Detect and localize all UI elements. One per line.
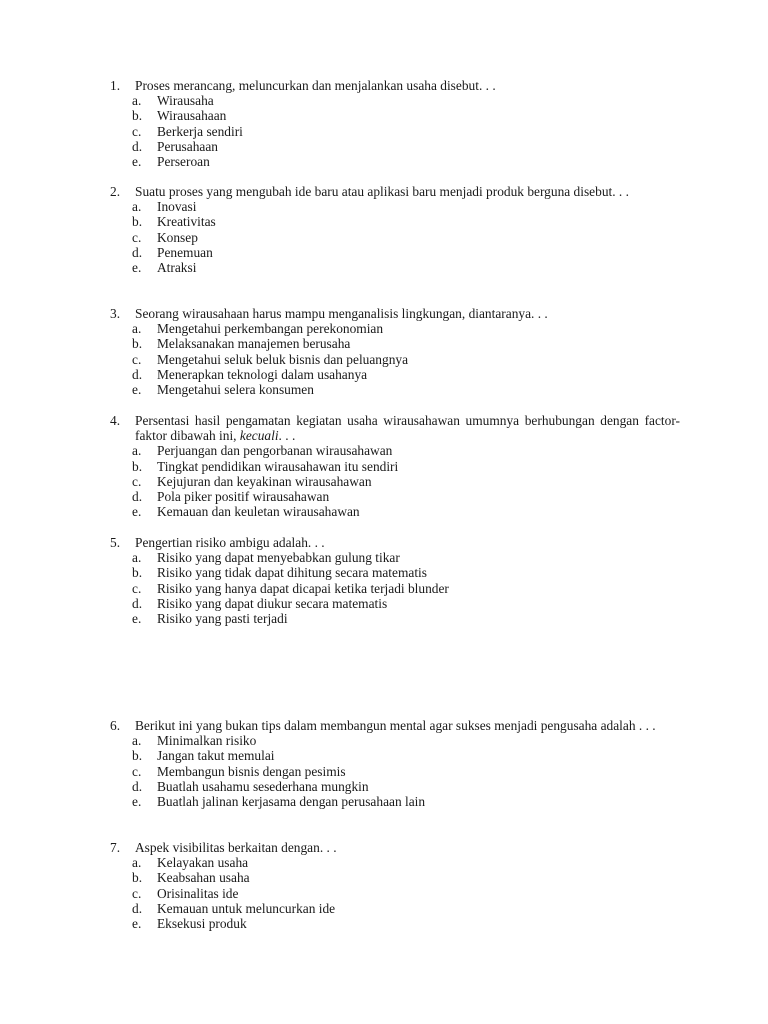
option-c: c. Mengetahui seluk beluk bisnis dan peluangnya <box>132 351 409 367</box>
option-e: e. Risiko yang pasti terjadi <box>132 611 288 627</box>
option-a: a. Inovasi <box>132 199 197 215</box>
question-text: Proses merancang, meluncurkan dan menjalankan usaha disebut. . . <box>135 78 496 93</box>
question-number: 7. <box>110 840 121 855</box>
question-stem <box>110 413 680 443</box>
option-b: b. Risiko yang tidak dapat dihitung secara matematis <box>132 565 427 581</box>
option-c: c. Konsep <box>132 229 198 245</box>
option-d: d. Menerapkan teknologi dalam usahanya <box>132 366 368 382</box>
question-number: 3. <box>110 306 121 321</box>
option-c: c. Risiko yang hanya dapat dicapai ketika terjadi blunder <box>132 580 449 596</box>
option-b: b. Kreativitas <box>132 214 216 230</box>
question-text: Suatu proses yang mengubah ide baru atau aplikasi baru menjadi produk berguna disebut. . . <box>135 184 629 199</box>
option-b: b. Jangan takut memulai <box>132 748 275 764</box>
option-list <box>110 93 680 169</box>
option-d: d. Kemauan untuk meluncurkan ide <box>132 900 336 916</box>
option-list <box>110 855 680 931</box>
question-2 <box>110 184 680 275</box>
option-list <box>110 733 680 809</box>
option-d: d. Pola piker positif wirausahawan <box>132 489 330 505</box>
question-5 <box>110 535 680 626</box>
question-stem <box>110 840 680 855</box>
option-d: d. Penemuan <box>132 244 213 260</box>
option-c: c. Orisinalitas ide <box>132 885 239 901</box>
option-d: d. Buatlah usahamu sesederhana mungkin <box>132 778 369 794</box>
emphasis-word: kecuali <box>239 428 279 444</box>
question-number: 1. <box>110 78 121 93</box>
option-a: a. Risiko yang dapat menyebabkan gulung tikar <box>132 550 400 566</box>
option-list <box>110 443 680 519</box>
option-a: a. Perjuangan dan pengorbanan wirausahawan <box>132 443 393 459</box>
option-list <box>110 550 680 626</box>
option-d: d. Perusahaan <box>132 138 218 154</box>
question-number: 5. <box>110 535 121 550</box>
option-b: b. Tingkat pendidikan wirausahawan itu sendiri <box>132 458 399 474</box>
question-number: 6. <box>110 718 121 733</box>
question-6 <box>110 718 680 809</box>
option-d: d. Risiko yang dapat diukur secara matematis <box>132 595 388 611</box>
question-stem <box>110 184 680 199</box>
option-e: e. Kemauan dan keuletan wirausahawan <box>132 504 360 520</box>
question-1 <box>110 78 680 169</box>
question-stem <box>110 78 680 93</box>
question-text: Pengertian risiko ambigu adalah. . . <box>135 535 325 550</box>
question-4 <box>110 413 680 519</box>
option-c: c. Kejujuran dan keyakinan wirausahawan <box>132 473 372 489</box>
option-e: e. Atraksi <box>132 260 197 276</box>
question-stem <box>110 718 680 733</box>
question-text: Seorang wirausahaan harus mampu menganalisis lingkungan, diantaranya. . . <box>135 306 548 321</box>
option-b: b. Keabsahan usaha <box>132 870 250 886</box>
question-text: Persentasi hasil pengamatan kegiatan usaha wirausahawan umumnya berhubungan dengan factor-faktor dibawah ini, kecuali. . . <box>135 413 680 444</box>
option-list <box>110 321 680 397</box>
option-e: e. Eksekusi produk <box>132 916 247 932</box>
question-stem <box>110 535 680 550</box>
option-list <box>110 199 680 275</box>
question-number: 2. <box>110 184 121 199</box>
option-c: c. Berkerja sendiri <box>132 123 243 139</box>
option-a: a. Mengetahui perkembangan perekonomian <box>132 321 384 337</box>
option-b: b. Melaksanakan manajemen berusaha <box>132 336 351 352</box>
option-e: e. Buatlah jalinan kerjasama dengan perusahaan lain <box>132 794 426 810</box>
question-number: 4. <box>110 413 121 428</box>
option-a: a. Wirausaha <box>132 93 214 109</box>
option-b: b. Wirausahaan <box>132 108 227 124</box>
option-e: e. Perseroan <box>132 154 210 170</box>
option-a: a. Minimalkan risiko <box>132 733 257 749</box>
question-stem <box>110 306 680 321</box>
option-e: e. Mengetahui selera konsumen <box>132 382 314 398</box>
option-c: c. Membangun bisnis dengan pesimis <box>132 763 346 779</box>
question-text: Berikut ini yang bukan tips dalam membangun mental agar sukses menjadi pengusaha adalah . . . <box>135 718 656 733</box>
question-text: Aspek visibilitas berkaitan dengan. . . <box>135 840 337 855</box>
question-3 <box>110 306 680 397</box>
question-7 <box>110 840 680 931</box>
option-a: a. Kelayakan usaha <box>132 855 249 871</box>
